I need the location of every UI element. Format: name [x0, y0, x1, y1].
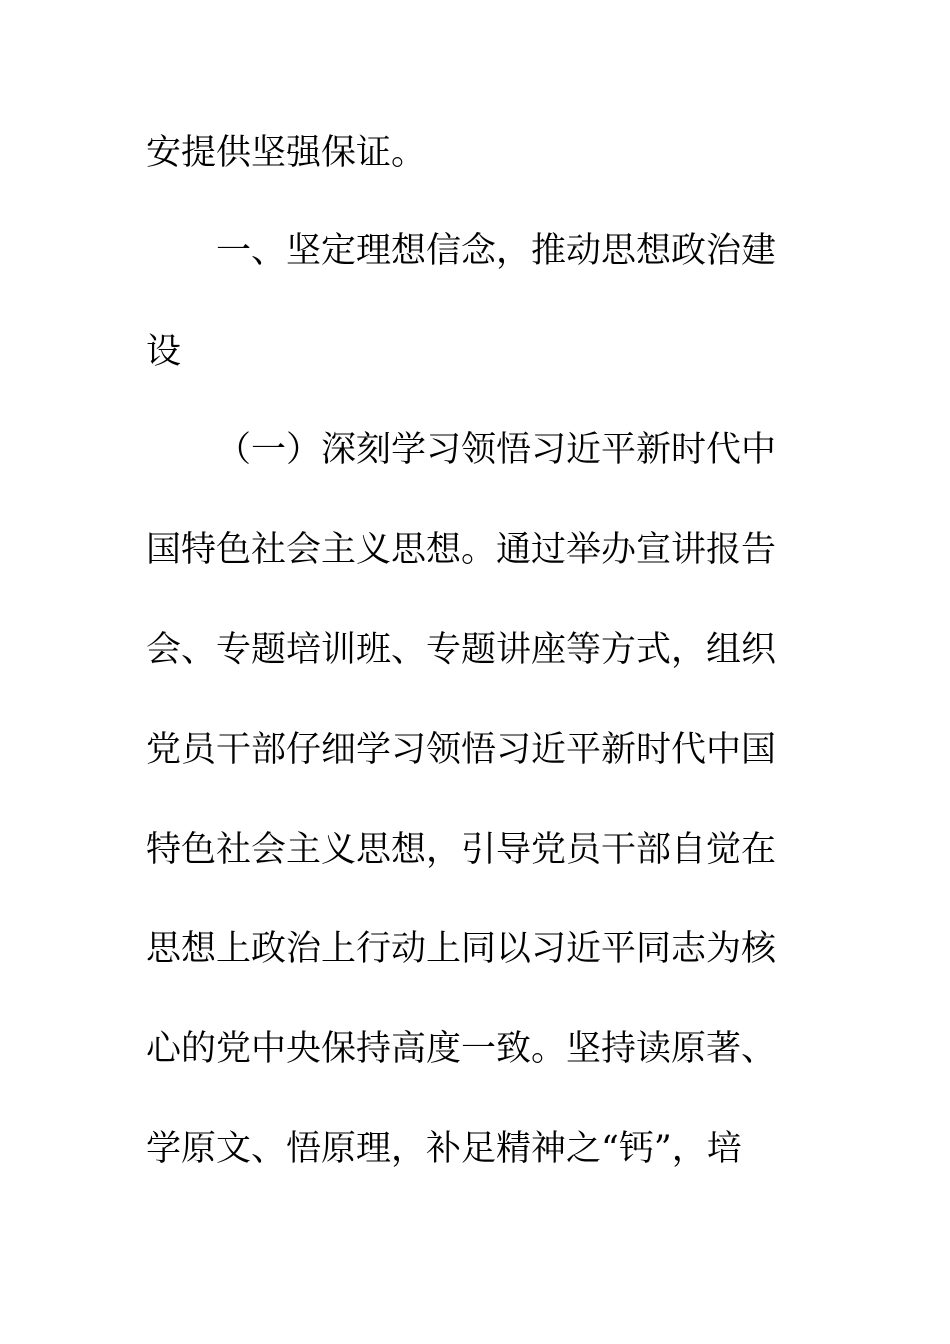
- text-line-10: 心的党中央保持高度一致。坚持读原著、: [146, 1029, 777, 1069]
- section-heading-line-2: 设: [146, 332, 182, 372]
- section-heading-line-1: 一、坚定理想信念，推动思想政治建: [216, 231, 777, 271]
- subsection-heading-line: （一）深刻学习领悟习近平新时代中: [216, 430, 777, 470]
- text-line-1: 安提供坚强保证。: [146, 133, 427, 173]
- text-line-7: 党员干部仔细学习领悟习近平新时代中国: [146, 730, 777, 770]
- text-line-11: 学原文、悟原理，补足精神之“钙”，培: [146, 1129, 742, 1169]
- text-line-8: 特色社会主义思想，引导党员干部自觉在: [146, 830, 777, 870]
- text-line-9: 思想上政治上行动上同以习近平同志为核: [146, 929, 777, 969]
- text-line-5: 国特色社会主义思想。通过举办宣讲报告: [146, 530, 777, 570]
- text-line-6: 会、专题培训班、专题讲座等方式，组织: [146, 630, 777, 670]
